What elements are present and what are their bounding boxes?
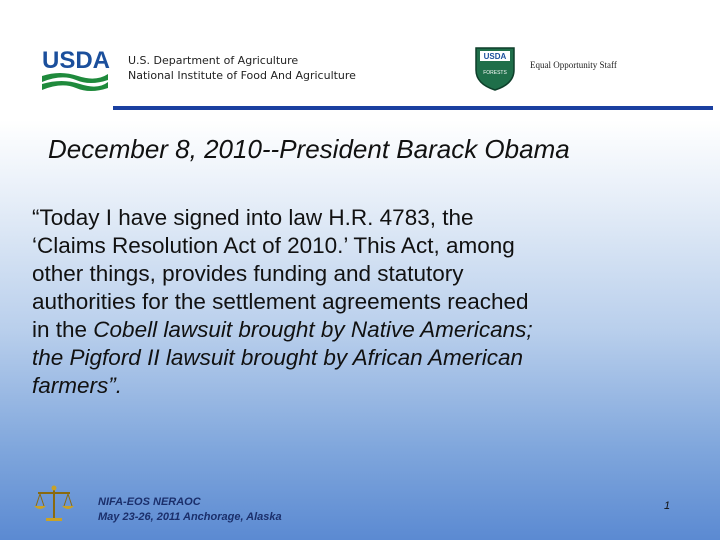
quote-line: “Today I have signed into law H.R. 4783, the bbox=[32, 205, 474, 230]
page-number: 1 bbox=[664, 500, 671, 512]
usda-shield-icon bbox=[472, 44, 518, 92]
quote-line: ‘Claims Resolution Act of 2010.’ This Act, among bbox=[32, 233, 515, 258]
usda-logo bbox=[40, 44, 110, 96]
agency-name bbox=[128, 53, 356, 83]
quote-italic-fragment: Cobell lawsuit brought by Native Americans; bbox=[93, 317, 533, 342]
quote-line bbox=[32, 316, 702, 344]
agency-line-2: National Institute of Food And Agriculture bbox=[128, 69, 356, 82]
equal-opportunity-staff-label: Equal Opportunity Staff bbox=[530, 60, 617, 70]
quote-line: authorities for the settlement agreements reached bbox=[32, 289, 529, 314]
slide-title: December 8, 2010--President Barack Obama bbox=[48, 134, 570, 164]
quote-line: other things, provides funding and statutory bbox=[32, 261, 464, 286]
footer-line-2: May 23-26, 2011 Anchorage, Alaska bbox=[98, 511, 282, 523]
seal-subtext: FORESTS bbox=[483, 70, 507, 76]
quote-line: farmers”. bbox=[32, 373, 122, 398]
quote-line: the Pigford II lawsuit brought by African American bbox=[32, 345, 524, 370]
header-divider bbox=[113, 106, 713, 110]
footer-line-1: NIFA-EOS NERAOC bbox=[98, 496, 201, 508]
footer-text bbox=[98, 495, 282, 525]
agency-line-1: U.S. Department of Agriculture bbox=[128, 54, 299, 67]
scales-of-justice-icon bbox=[32, 484, 76, 524]
seal-text: USDA bbox=[483, 52, 507, 61]
quote-plain-fragment: in the bbox=[32, 317, 94, 342]
quote-text bbox=[32, 204, 702, 400]
usda-logo-text: USDA bbox=[42, 47, 110, 74]
